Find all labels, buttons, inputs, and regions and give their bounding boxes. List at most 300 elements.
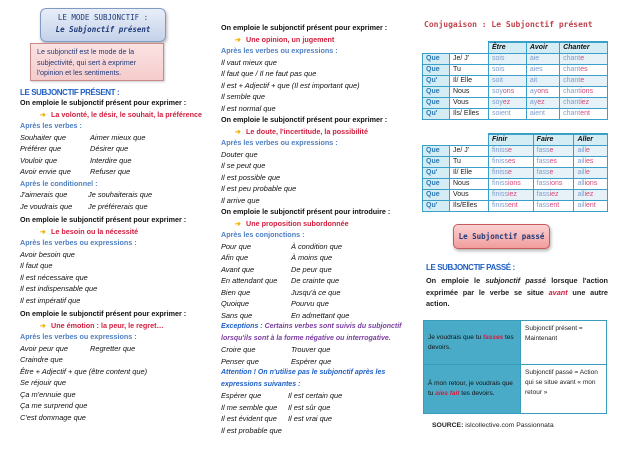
conjugated-form: [489, 98, 527, 109]
expression: J'aimerais que: [20, 190, 68, 199]
conjugated-form: [560, 87, 608, 98]
expression: Il est nécessaire que: [20, 272, 88, 282]
conjugated-form: [489, 54, 527, 65]
comparison-row: [424, 365, 607, 414]
text: tes devoirs.: [459, 390, 495, 397]
ending: e: [580, 55, 585, 62]
text: À mon retour, je voudrais que tu: [428, 380, 513, 397]
ending: e: [580, 77, 585, 84]
pronoun-cell: Tu: [450, 157, 489, 168]
source-text: islcollective.com Passionnata: [463, 422, 554, 429]
main-title: LE MODE SUBJONCTIF :: [57, 13, 149, 22]
stem: all: [577, 180, 585, 187]
subheading: Après les conjonctions :: [221, 230, 305, 239]
conjugated-form: [533, 201, 574, 212]
table-header-row: [423, 134, 608, 146]
expression-row: [20, 155, 215, 167]
example-cell: [424, 321, 521, 365]
expression: Pourvu que: [291, 299, 329, 308]
table-row: [423, 76, 608, 87]
conjugated-form: [533, 146, 574, 157]
verb-header: Faire: [533, 134, 574, 146]
expression-list: [20, 249, 215, 307]
expression: Bien que: [221, 287, 251, 297]
text: lorsque l'action exprimée par le verbe se situe: [426, 276, 608, 297]
expression: Il est sûr que: [288, 402, 331, 412]
stem: chant: [563, 110, 581, 117]
expression: Avant que: [221, 264, 255, 274]
que-cell: Que: [423, 98, 450, 109]
ending: ez: [502, 99, 511, 106]
stem: chant: [563, 77, 581, 84]
conjugated-form: [489, 87, 527, 98]
stem: fass: [536, 169, 550, 176]
conjugated-form: [526, 54, 559, 65]
verb-list: [20, 132, 215, 178]
table-row: [423, 157, 608, 168]
use-label: La volonté, le désir, le souhait, la préférence: [51, 109, 203, 119]
intro-text: On emploie le subjonctif présent pour exprimer :: [20, 309, 187, 318]
stem: aie: [529, 55, 540, 62]
ending: ent: [507, 202, 518, 209]
subjonctif-passe-banner: Le Subjonctif passé: [453, 224, 550, 249]
expression-row: [20, 166, 215, 178]
table-row: [423, 168, 608, 179]
expression: Il est probable que: [221, 425, 282, 435]
table-row: [423, 146, 608, 157]
table-row: [423, 179, 608, 190]
expression-row: [20, 343, 215, 355]
ending: ons: [502, 88, 515, 95]
conjugated-form: [489, 190, 534, 201]
ending: ions: [507, 180, 521, 187]
expression-row: [221, 413, 411, 425]
expression-row: [221, 356, 411, 368]
attention-verb-list: [221, 390, 411, 436]
que-cell: Qu': [423, 201, 450, 212]
ending: es: [580, 66, 588, 73]
intro-text: On emploie le subjonctif présent pour exprimer :: [221, 115, 388, 124]
conjugated-form: [489, 168, 534, 179]
pronoun-cell: Je/ J': [450, 54, 489, 65]
stem: finiss: [492, 147, 508, 154]
expression: Vouloir que: [20, 155, 58, 165]
conjugated-form: [533, 157, 574, 168]
intro-text: On emploie le subjonctif présent pour exprimer :: [20, 98, 187, 107]
use-item: [221, 126, 411, 138]
expression-row: [221, 252, 411, 264]
intro-text: On emploie le subjonctif présent pour exprimer :: [20, 215, 187, 224]
section-heading-present: LE SUBJONCTIF PRÉSENT :: [20, 88, 120, 97]
subheading: Après les verbes ou expressions :: [20, 332, 137, 341]
use-item: [20, 109, 215, 121]
use-item: [20, 320, 215, 332]
ending: e: [549, 147, 554, 154]
expression: En admettant que: [291, 310, 350, 320]
expression-row: [20, 132, 215, 144]
conjugated-form: [560, 65, 608, 76]
text: tes devoirs.: [428, 333, 514, 351]
conjugated-form: [526, 109, 559, 120]
column-1: [20, 88, 215, 423]
explanation-cell: Subjonctif passé = Action qui se situe avant « mon retour »: [521, 365, 607, 414]
pronoun-cell: Il/ Elle: [450, 168, 489, 179]
conjugated-form: [489, 179, 534, 190]
verb-header: Être: [489, 42, 527, 54]
conjugated-form: [526, 76, 559, 87]
ending: iez: [507, 191, 517, 198]
conjugated-form: [574, 168, 608, 179]
use-label: Une proposition subordonnée: [246, 218, 349, 228]
pronoun-cell: Vous: [450, 190, 489, 201]
conjugated-form: [574, 201, 608, 212]
pronoun-cell: Nous: [450, 87, 489, 98]
empty-header-cell: [423, 134, 489, 146]
intro-text: On emploie le subjonctif présent pour exprimer :: [221, 23, 388, 32]
subheading: Après les verbes ou expressions :: [221, 138, 338, 147]
empty-header-cell: [423, 42, 489, 54]
pronoun-cell: Tu: [450, 65, 489, 76]
conjugated-form: [574, 190, 608, 201]
arrow-icon: ➔: [40, 320, 47, 330]
expression: En attendant que: [221, 276, 278, 285]
conjugation-table-2: [422, 133, 608, 212]
pronoun-cell: Il/ Elle: [450, 76, 489, 87]
intro-text: On emploie le subjonctif présent pour introduire :: [221, 207, 391, 216]
table-row: [423, 87, 608, 98]
ending: ions: [549, 180, 563, 187]
stem: soy: [492, 99, 503, 106]
expression-row: [20, 189, 215, 201]
expression: Regretter que: [90, 343, 136, 353]
expression: Afin que: [221, 253, 249, 262]
exception-verb-list: [221, 344, 411, 367]
stem: fass: [536, 191, 550, 198]
arrow-icon: ➔: [40, 109, 47, 119]
stem: soy: [492, 88, 503, 95]
expression: Je préférerais que: [88, 201, 148, 211]
expression: Croire que: [221, 345, 256, 354]
stem: sois: [492, 55, 505, 62]
que-cell: Que: [423, 65, 450, 76]
ending: ent: [580, 110, 590, 117]
expression: Espérer que: [221, 391, 262, 400]
expression-row: [221, 264, 411, 276]
use-item: [221, 34, 411, 46]
verb-header: Finir: [489, 134, 534, 146]
conjugated-form: [533, 179, 574, 190]
definition-box: Le subjonctif est le mode de la subjectivité, qui sert à exprimer l'opinion et les sentiments.: [30, 43, 164, 81]
stem: all: [577, 191, 585, 198]
expression: Il est possible que: [221, 172, 281, 182]
conjugated-form: [526, 98, 559, 109]
conjugated-form: [526, 65, 559, 76]
conjugation-table-1: [422, 41, 608, 120]
expression-row: [221, 241, 411, 253]
stem: aill: [577, 169, 587, 176]
stem: chant: [563, 55, 581, 62]
stem: chant: [563, 88, 581, 95]
expression: Ça m'ennuie que: [20, 389, 76, 399]
stem: ay: [529, 88, 538, 95]
expression: Il vaut mieux que: [221, 57, 277, 67]
section-heading-passe: LE SUBJONCTIF PASSÉ :: [426, 263, 515, 272]
expression-row: [221, 287, 411, 299]
comparison-row: [424, 321, 607, 365]
expression: Il est vrai que: [288, 414, 332, 423]
table-row: [423, 201, 608, 212]
pronoun-cell: Nous: [450, 179, 489, 190]
expression: Il est évident que: [221, 414, 277, 423]
stem: aill: [577, 147, 587, 154]
ending: ez: [537, 99, 545, 106]
arrow-icon: ➔: [235, 34, 242, 44]
ending: es: [549, 158, 557, 165]
source-label: SOURCE:: [432, 422, 464, 429]
stem: fass: [536, 202, 550, 209]
ending: e: [507, 169, 512, 176]
use-label: Une opinion, un jugement: [246, 34, 335, 44]
expression: Il est normal que: [221, 103, 276, 113]
arrow-icon: ➔: [40, 226, 47, 236]
expression: Avoir besoin que: [20, 249, 75, 259]
ending: ent: [549, 202, 560, 209]
expression: Douter que: [221, 149, 258, 159]
ending: e: [586, 147, 590, 154]
use-label: Le besoin ou la nécessité: [51, 226, 139, 236]
que-cell: Qu': [423, 168, 450, 179]
expression-list: [20, 354, 215, 423]
use-label: Le doute, l'incertitude, la possibilité: [246, 126, 368, 136]
expression: Il arrive que: [221, 195, 260, 205]
stem: soient: [492, 110, 511, 117]
column-2: [221, 22, 411, 436]
expression: Avoir peur que: [20, 343, 68, 353]
verb-header: Avoir: [526, 42, 559, 54]
pronoun-cell: Je/ J': [450, 146, 489, 157]
ending: ent: [586, 202, 596, 209]
ending: e: [549, 169, 554, 176]
stem: finiss: [492, 191, 508, 198]
expression-row: [221, 298, 411, 310]
stem: aill: [577, 158, 587, 165]
main-title-box: [40, 8, 166, 42]
expression: Il semble que: [221, 92, 265, 101]
conjugation-title: Conjugaison : Le Subjonctif présent: [424, 20, 593, 29]
expression: À condition que: [291, 241, 342, 251]
use-label: Une émotion : la peur, le regret…: [51, 320, 164, 330]
text: On emploie le: [426, 276, 486, 285]
stem: aies: [529, 66, 543, 73]
que-cell: Que: [423, 179, 450, 190]
ending: iez: [580, 99, 590, 106]
expression-row: [20, 143, 215, 155]
ending: ons: [537, 88, 549, 95]
source-credit: [432, 422, 554, 429]
verb-highlight: aies fait: [435, 390, 460, 397]
stem: ait: [529, 77, 538, 84]
expression: Refuser que: [90, 167, 131, 176]
conjugated-form: [526, 87, 559, 98]
que-cell: Qu': [423, 76, 450, 87]
stem: fass: [536, 158, 550, 165]
ending: iez: [584, 191, 594, 198]
table-row: [423, 65, 608, 76]
expression: Trouver que: [291, 345, 331, 354]
conjugated-form: [533, 168, 574, 179]
subheading: Après le conditionnel :: [20, 178, 98, 188]
expression: Il est indispensable que: [20, 284, 98, 293]
expression: De peur que: [291, 264, 332, 274]
conjugated-form: [489, 109, 527, 120]
table-row: [423, 109, 608, 120]
expression-row: [221, 402, 411, 414]
table-row: [423, 190, 608, 201]
emphasis-avant: avant: [548, 287, 568, 297]
expression: Avoir envie que: [20, 167, 71, 176]
conjugated-form: [574, 157, 608, 168]
stem: fass: [536, 147, 550, 154]
expression: À moins que: [291, 253, 333, 262]
expression: Interdire que: [90, 155, 132, 165]
conjunction-list: [221, 241, 411, 322]
pronoun-cell: Ils/Elles: [450, 201, 489, 212]
verb-highlight: fasses: [482, 333, 504, 341]
conjugated-form: [560, 76, 608, 87]
ending: es: [586, 158, 594, 165]
example-cell: [424, 365, 521, 414]
expression: Il est impératif que: [20, 295, 81, 305]
expression: Il me semble que: [221, 402, 278, 412]
expression-list: [221, 149, 411, 207]
comparison-table: [423, 320, 607, 414]
ending: e: [507, 147, 512, 154]
conjugated-form: [560, 54, 608, 65]
stem: chant: [563, 66, 581, 73]
emphasis: subjonctif passé: [485, 276, 547, 285]
expression: Il se peut que: [221, 161, 266, 170]
stem: finiss: [492, 180, 508, 187]
que-cell: Qu': [423, 109, 450, 120]
expression: Il faut que / Il ne faut pas que: [221, 69, 317, 78]
stem: aient: [529, 110, 545, 117]
expression: Ça me surprend que: [20, 401, 88, 410]
pronoun-cell: Vous: [450, 98, 489, 109]
expression: Aimer mieux que: [90, 132, 146, 142]
expression: Il est certain que: [288, 391, 343, 400]
expression: Penser que: [221, 356, 259, 366]
conjugated-form: [574, 179, 608, 190]
conjugated-form: [574, 146, 608, 157]
verb-header: Aller: [574, 134, 608, 146]
main-subtitle: Le Subjonctif présent: [55, 25, 151, 34]
stem: finiss: [492, 202, 508, 209]
conjugated-form: [533, 190, 574, 201]
expression-row: [221, 344, 411, 356]
expression: Il faut que: [20, 261, 53, 270]
expression: Se réjouir que: [20, 378, 67, 387]
expression: Espérer que: [291, 356, 332, 366]
passe-explanation: [426, 275, 608, 310]
que-cell: Que: [423, 146, 450, 157]
subheading: Après les verbes :: [20, 121, 82, 130]
conjugated-form: [489, 146, 534, 157]
table-row: [423, 98, 608, 109]
expression: C'est dommage que: [20, 412, 86, 422]
ending: ions: [584, 180, 598, 187]
expression: Je souhaiterais que: [88, 190, 153, 199]
conjugated-form: [560, 98, 608, 109]
subheading: Après les verbes ou expressions :: [20, 238, 137, 247]
expression-row: [20, 201, 215, 213]
expression: Pour que: [221, 241, 251, 251]
exceptions-label: Exceptions :: [221, 323, 263, 330]
exceptions-text: Certains verbes sont suivis du subjonctif lorsqu'ils sont à la forme négative ou interrogative.: [221, 323, 402, 342]
table-header-row: [423, 42, 608, 54]
expression-row: [221, 390, 411, 402]
conjugated-form: [489, 201, 534, 212]
stem: sois: [492, 66, 505, 73]
expression: Il est peu probable que: [221, 184, 297, 193]
conjugated-form: [489, 157, 534, 168]
pronoun-cell: Ils/ Elles: [450, 109, 489, 120]
expression: Il est + Adjectif + que (Il est important que): [221, 80, 360, 90]
stem: finiss: [492, 158, 508, 165]
text: Je voudrais que tu: [428, 333, 483, 341]
verb-list: [20, 189, 215, 212]
expression: Sans que: [221, 310, 253, 320]
arrow-icon: ➔: [235, 218, 242, 228]
stem: chant: [563, 99, 581, 106]
que-cell: Que: [423, 190, 450, 201]
expression: Souhaiter que: [20, 132, 67, 142]
stem: fass: [536, 180, 550, 187]
stem: ay: [529, 99, 538, 106]
ending: iez: [549, 191, 559, 198]
stem: aill: [577, 202, 587, 209]
expression: Préférer que: [20, 144, 62, 153]
stem: soit: [492, 77, 503, 84]
attention-note: Attention ! On n'utilise pas le subjonctif après les expressions suivantes :: [221, 369, 386, 388]
explanation-cell: Subjonctif présent = Maintenant: [521, 321, 607, 365]
verb-header: Chanter: [560, 42, 608, 54]
subheading: Après les verbes ou expressions :: [221, 46, 338, 55]
expression-list: [221, 57, 411, 115]
expression: Jusqu'à ce que: [291, 287, 341, 297]
conjugated-form: [489, 76, 527, 87]
ending: e: [586, 169, 590, 176]
expression: Quoique: [221, 299, 249, 308]
que-cell: Que: [423, 157, 450, 168]
expression-row: [221, 275, 411, 287]
expression-row: [221, 425, 411, 437]
expression: Désirer que: [90, 144, 129, 153]
ending: es: [507, 158, 516, 165]
expression-row: [221, 310, 411, 322]
table-row: [423, 54, 608, 65]
que-cell: Que: [423, 87, 450, 98]
use-item: [221, 218, 411, 230]
expression: Être + Adjectif + que (être content que): [20, 366, 148, 376]
stem: finiss: [492, 169, 508, 176]
expression: De crainte que: [291, 276, 340, 285]
use-item: [20, 226, 215, 238]
arrow-icon: ➔: [235, 126, 242, 136]
conjugated-form: [560, 109, 608, 120]
expression: Craindre que: [20, 355, 63, 364]
exceptions-note: [221, 321, 409, 344]
text: une autre action.: [426, 287, 608, 308]
